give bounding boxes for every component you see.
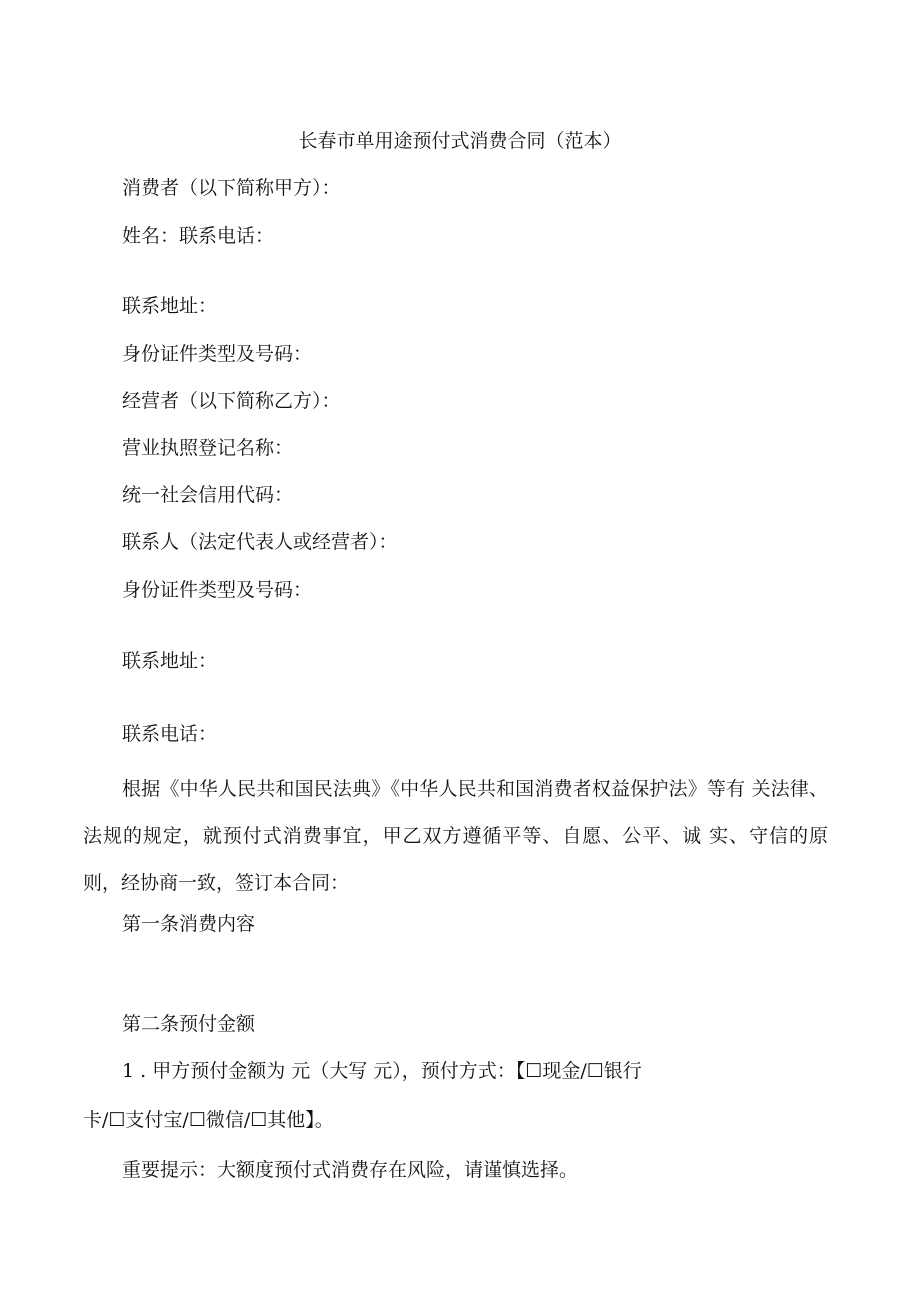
party-a-name-phone: 姓名：联系电话： [122, 225, 275, 247]
clause-1-line-1: 1 . 甲方预付金额为 元（大写 元），预付方式：【☐现金/☐银行 [122, 1060, 642, 1082]
article-2-heading: 第二条预付金额 [122, 1013, 256, 1035]
preamble-paragraph: 根据《中华人民共和国民法典》《中华人民共和国消费者权益保护法》等有 关法律、法规的规定，就预付式消费事宜，甲乙双方遵循平等、自愿、公平、诚 实、守信的原则，经协商一致，签订本合同： [83, 778, 828, 894]
party-b-credit-code: 统一社会信用代码： [122, 484, 294, 506]
party-b-phone: 联系电话： [122, 723, 218, 745]
party-b-contact-person: 联系人（法定代表人或经营者）： [122, 531, 398, 553]
party-a-heading: 消费者（以下简称甲方）： [122, 177, 341, 199]
document-title: 长春市单用途预付式消费合同（范本） [298, 130, 622, 152]
party-b-address: 联系地址： [122, 650, 218, 672]
party-b-heading: 经营者（以下简称乙方）： [122, 390, 341, 412]
party-a-id: 身份证件类型及号码： [122, 343, 313, 365]
clause-1-line-2: 卡/☐支付宝/☐微信/☐其他】。 [83, 1109, 334, 1131]
article-1-heading: 第一条消费内容 [122, 913, 256, 935]
party-a-address: 联系地址： [122, 295, 218, 317]
important-notice: 重要提示：大额度预付式消费存在风险，请谨慎选择。 [122, 1159, 579, 1181]
party-b-license-name: 营业执照登记名称： [122, 437, 294, 459]
party-b-id: 身份证件类型及号码： [122, 579, 313, 601]
